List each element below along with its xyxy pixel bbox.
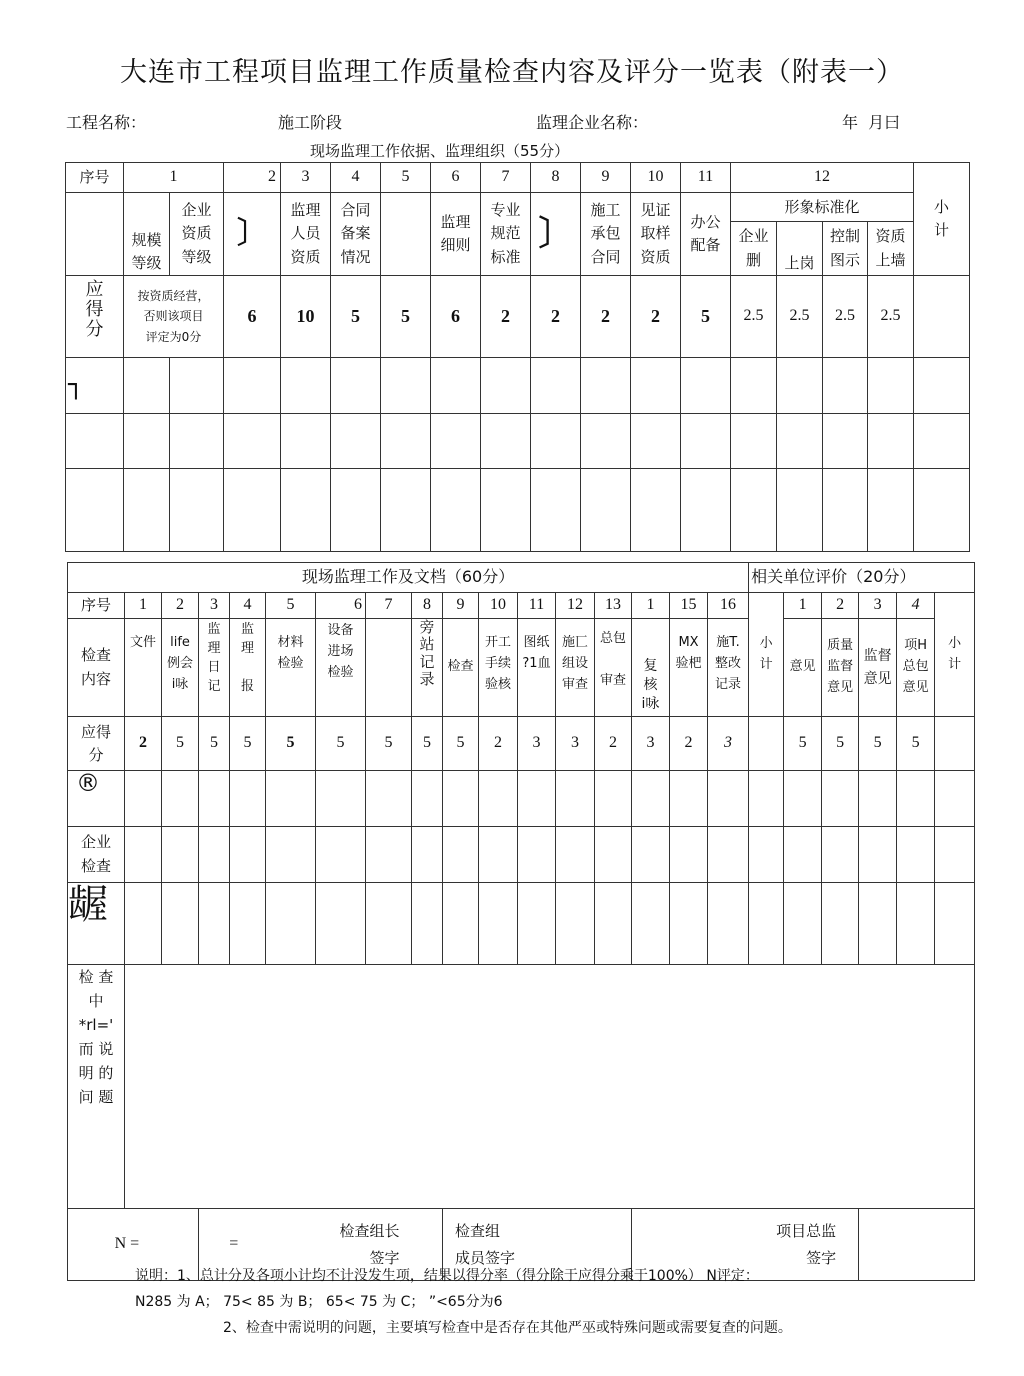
evaluation-title: 相关单位评价（20分） <box>749 563 975 593</box>
office-header: 办公 配备 <box>681 193 731 276</box>
seq-num: 4 <box>331 163 381 193</box>
score-value: 5 <box>381 276 431 358</box>
score-note: 按资质经营， 否则该项目 评定为0分 <box>124 276 224 358</box>
score-value: 2 <box>531 276 581 358</box>
work-documents-table <box>67 562 975 1281</box>
note-line: N285 为 A； 75< 85 为 B； 65< 75 为 C； ”<65分为6 <box>135 1293 503 1310</box>
page-title: 大连市工程项目监理工作质量检查内容及评分一览表（附表一） <box>120 57 904 88</box>
score-label: 应 得 分 <box>66 276 124 358</box>
eval-subtotal-header: 小 计 <box>935 593 975 717</box>
image-sub-header: 企业 删 <box>731 222 777 275</box>
score-value: 2 <box>595 717 632 771</box>
check-item: 材料 检验 <box>266 619 316 717</box>
spec-header: 专业 规范 标准 <box>481 193 531 276</box>
date-label: 年 月曰 <box>842 113 901 132</box>
subcontract-header: 施工 承包 合同 <box>581 193 631 276</box>
eval-num: 1 <box>784 593 822 619</box>
seq-num: 5 <box>266 593 316 619</box>
seq-num: 15 <box>670 593 708 619</box>
check-item <box>366 619 412 717</box>
seq-num: 2 <box>162 593 199 619</box>
seq-num: 12 <box>731 163 914 193</box>
score-value: 2 <box>479 717 518 771</box>
score-value: 10 <box>281 276 331 358</box>
section1-title: 现场监理工作依据、监理组织（55分） <box>310 142 570 160</box>
image-score: 2.5 <box>777 276 823 358</box>
member-sign: 检查组 成员签字 <box>443 1209 632 1281</box>
eval-num: 4 <box>897 593 935 619</box>
eval-score: 5 <box>897 717 935 771</box>
check-item: 施匸 组设 审查 <box>556 619 595 717</box>
section2-title: 现场监理工作及文档（60分） <box>68 563 749 593</box>
project-name-label: 工程名称： <box>66 113 147 132</box>
seq-num: 10 <box>479 593 518 619</box>
check-item: 监 理 日 记 <box>199 619 230 717</box>
seq-num: 3 <box>281 163 331 193</box>
issues-label: 检 查 中 *rl=' 而 说 明 的 问 题 <box>68 965 125 1209</box>
score-value: 5 <box>681 276 731 358</box>
score-value: 2 <box>631 276 681 358</box>
score-value: 2 <box>125 717 162 771</box>
basis-organization-table <box>65 162 970 552</box>
check-item: life 例会 i咏 <box>162 619 199 717</box>
witness-header: 见证 取样 资质 <box>631 193 681 276</box>
seq-num: 5 <box>381 163 431 193</box>
score-value: 5 <box>412 717 443 771</box>
score-value: 5 <box>199 717 230 771</box>
seq-num: 8 <box>531 163 581 193</box>
seq-label: 序号 <box>66 163 124 193</box>
seq-num: 10 <box>631 163 681 193</box>
score-label: 应得 分 <box>68 717 125 771</box>
score-value: 5 <box>316 717 366 771</box>
eval-item: 意见 <box>784 619 822 717</box>
check-item: 总包 审查 <box>595 619 632 717</box>
chief-supervisor-sign: 项目总监 签字 <box>632 1209 859 1281</box>
scale-header: 规模 等级 <box>124 193 170 276</box>
issues-area <box>125 965 975 1209</box>
check-item: 开工 手续 验核 <box>479 619 518 717</box>
score-value: 6 <box>224 276 281 358</box>
seq-num: 4 <box>230 593 266 619</box>
eval-num: 3 <box>859 593 897 619</box>
seq-num: 9 <box>581 163 631 193</box>
registered-mark: ® <box>68 771 125 827</box>
score-value: 2 <box>481 276 531 358</box>
company-check-label: 企业 检查 <box>68 827 125 883</box>
group-leader-sign: 检查组长 签字 <box>199 1209 412 1281</box>
note-line: 2、检查中需说明的问题，主要填写检查中是否存在其他严巫或特殊问题或需要复查的问题。 <box>223 1319 792 1336</box>
seq-label: 序号 <box>68 593 125 619</box>
seq-num: 7 <box>481 163 531 193</box>
score-value: 3 <box>632 717 670 771</box>
image-score: 2.5 <box>731 276 777 358</box>
score-value: 5 <box>443 717 479 771</box>
eval-item: 项H 总包 意见 <box>897 619 935 717</box>
qualification-header: 企业 资质 等级 <box>170 193 224 276</box>
image-sub-header: 上岗 <box>777 222 823 275</box>
seq-num: 16 <box>708 593 749 619</box>
score-value: 5 <box>230 717 266 771</box>
subtotal-header: 小 计 <box>749 593 784 717</box>
image-sub-header: 控制 图示 <box>823 222 868 275</box>
check-item: MX 验杷 <box>670 619 708 717</box>
eval-item: 质量 监督 意见 <box>822 619 859 717</box>
image-standard-header: 形象标准化 <box>731 193 913 222</box>
score-value: 2 <box>670 717 708 771</box>
seq-num: 11 <box>518 593 556 619</box>
check-item: 旁 站 记 录 <box>412 619 443 717</box>
eval-score: 5 <box>859 717 897 771</box>
image-score: 2.5 <box>823 276 868 358</box>
check-item: 监 理 报 <box>230 619 266 717</box>
note-line: 说明：1、总计分及各项小计均不计没发生项，结果以得分率（得分除于应得分乘于100%） N评定： <box>135 1268 759 1284</box>
mark-8: 〕 <box>531 193 581 276</box>
contract-header: 合同 备案 情况 <box>331 193 381 276</box>
eval-num: 2 <box>822 593 859 619</box>
image-score: 2.5 <box>868 276 914 358</box>
eval-score: 5 <box>822 717 859 771</box>
mark-2: 〕 <box>224 193 281 276</box>
seq-num: 1 <box>125 593 162 619</box>
check-content-label: 检查 内容 <box>68 619 125 717</box>
score-value: 3 <box>556 717 595 771</box>
seq-num: 13 <box>595 593 632 619</box>
eval-score: 5 <box>784 717 822 771</box>
detail-header: 监理 细则 <box>431 193 481 276</box>
scan-glyph: 龌 <box>68 883 125 965</box>
row-mark: ┐ <box>66 358 124 414</box>
seq-num: 6 <box>316 593 366 619</box>
check-item: 复 核 i咏 <box>632 619 670 717</box>
score-value: 5 <box>331 276 381 358</box>
seq-num: 1 <box>124 163 224 193</box>
n-equals: = <box>229 1235 239 1253</box>
score-value: 5 <box>266 717 316 771</box>
eval-item: 监督 意见 <box>859 619 897 717</box>
check-item: 图纸 ?1血 <box>518 619 556 717</box>
score-value: 5 <box>366 717 412 771</box>
score-value: 6 <box>431 276 481 358</box>
seq-num: 12 <box>556 593 595 619</box>
subtotal-header: 小 计 <box>914 163 970 276</box>
check-item: 检查 <box>443 619 479 717</box>
seq-num: 8 <box>412 593 443 619</box>
seq-num: 6 <box>431 163 481 193</box>
notes <box>135 1264 995 1342</box>
score-value: 3 <box>518 717 556 771</box>
company-name-label: 监理企业名称： <box>536 113 649 132</box>
check-item: 施T. 整改 记录 <box>708 619 749 717</box>
seq-num: 11 <box>681 163 731 193</box>
check-item: 文件 <box>125 619 162 717</box>
seq-num: 9 <box>443 593 479 619</box>
n-label: N = <box>114 1235 140 1253</box>
seq-num: 3 <box>199 593 230 619</box>
check-item: 设备 进场 检验 <box>316 619 366 717</box>
staff-header: 监理 人员 资质 <box>281 193 331 276</box>
seq-num: 7 <box>366 593 412 619</box>
stage-label: 施工阶段 <box>278 113 343 132</box>
score-value: 2 <box>581 276 631 358</box>
seq-num: 2 <box>224 163 281 193</box>
image-sub-header: 资质 上墙 <box>875 227 906 269</box>
score-value: 3 <box>708 717 749 771</box>
seq-num: 1 <box>632 593 670 619</box>
score-value: 5 <box>162 717 199 771</box>
